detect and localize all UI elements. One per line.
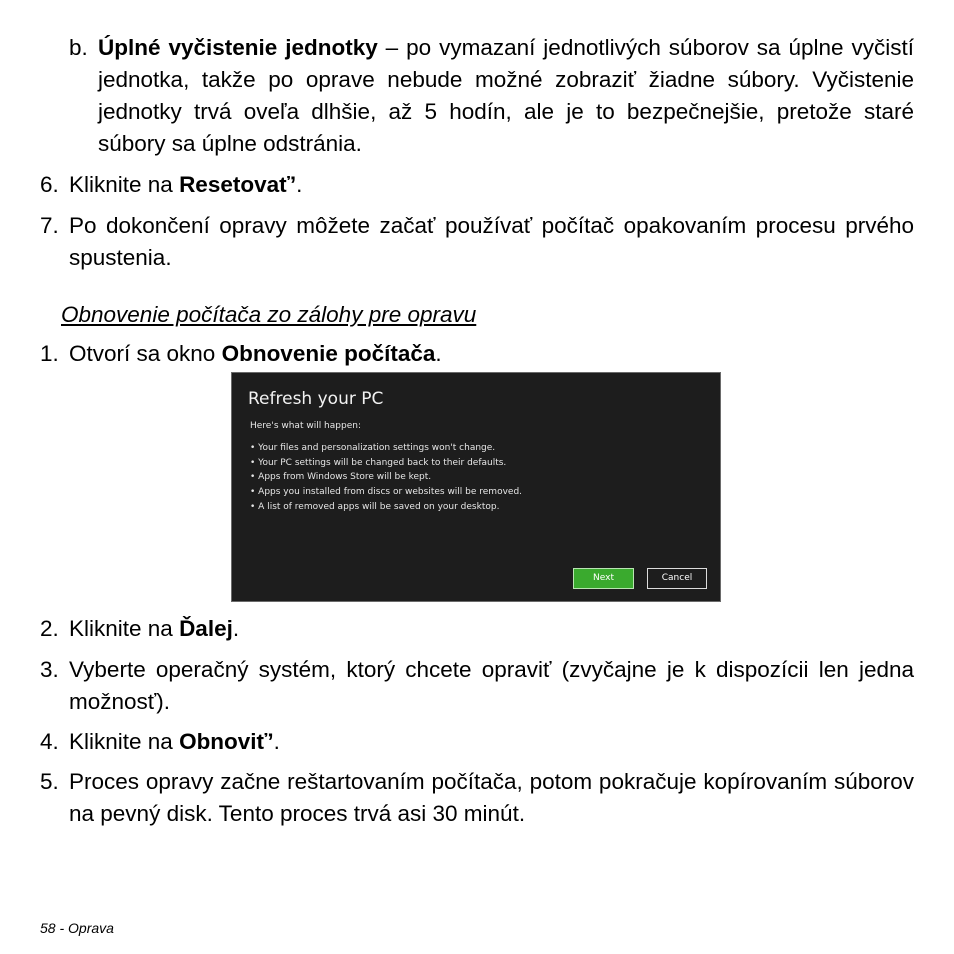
dialog-subtitle: Here's what will happen: xyxy=(250,421,361,431)
list-item: • Apps from Windows Store will be kept. xyxy=(250,472,432,483)
paragraph-drive-clean-text: – po vymazaní jednotlivých súborov sa úplne vyčistí jednotka, takže po oprave nebude možné zobraziť žiadne súbory. Vyčistenie jednotky trvá oveľa dlhšie, až 5 hodín, ale je to bezpečnejšie, pretože staré súbory sa úplne odstránia. xyxy=(98,35,914,156)
step-marker-5: 5. xyxy=(40,769,59,794)
step-4-post: . xyxy=(273,729,280,754)
list-item: • Your files and personalization settings won't change. xyxy=(250,443,496,453)
step-3: Vyberte operačný systém, ktorý chcete opraviť (zvyčajne je k dispozícii len jedna možnosť). xyxy=(69,657,914,714)
dialog-bullet-list xyxy=(250,441,522,515)
step-4 xyxy=(69,726,914,758)
step-1-post: . xyxy=(435,341,442,366)
step-5: Proces opravy začne reštartovaním počítača, potom pokračuje kopírovaním súborov na pevný disk. Tento proces trvá asi 30 minút. xyxy=(69,769,914,826)
step-marker-2: 2. xyxy=(40,616,59,641)
step-6-bold: Resetovať’ xyxy=(179,172,297,197)
step-2-post: . xyxy=(232,616,240,641)
section-heading: Obnovenie počítača zo zálohy pre opravu xyxy=(61,302,477,327)
paragraph-drive-clean xyxy=(98,32,914,160)
step-6 xyxy=(69,169,914,201)
next-button[interactable]: Next xyxy=(573,568,634,589)
list-marker-b: b. xyxy=(69,35,88,60)
step-1-bold: Obnovenie počítača xyxy=(221,341,436,366)
step-marker-7: 7. xyxy=(40,213,59,238)
step-marker-6: 6. xyxy=(40,172,59,197)
term-full-clean: Úplné vyčistenie jednotky xyxy=(98,35,378,60)
refresh-pc-dialog xyxy=(231,372,721,602)
step-7: Po dokončení opravy môžete začať používať počítač opakovaním procesu prvého spustenia. xyxy=(69,213,914,270)
step-4-bold: Obnoviť’ xyxy=(179,729,274,754)
step-marker-1: 1. xyxy=(40,341,59,366)
step-2-text: Kliknite na xyxy=(69,616,180,641)
step-1-text: Otvorí sa okno xyxy=(69,341,222,366)
dialog-title: Refresh your PC xyxy=(248,389,384,409)
page-footer: 58 - Oprava xyxy=(40,920,114,936)
step-marker-4: 4. xyxy=(40,729,59,754)
step-2 xyxy=(69,613,914,645)
list-item: • Apps you installed from discs or websites will be removed. xyxy=(250,487,523,498)
step-1 xyxy=(69,338,914,370)
list-item: • A list of removed apps will be saved on your desktop. xyxy=(250,501,500,512)
step-6-post: . xyxy=(296,172,303,197)
step-4-text: Kliknite na xyxy=(69,729,180,754)
step-6-text: Kliknite na xyxy=(69,172,180,197)
cancel-button[interactable]: Cancel xyxy=(647,568,707,589)
step-2-bold: Ďalej xyxy=(179,616,233,641)
list-item: • Your PC settings will be changed back to their defaults. xyxy=(250,457,507,468)
step-marker-3: 3. xyxy=(40,657,59,682)
